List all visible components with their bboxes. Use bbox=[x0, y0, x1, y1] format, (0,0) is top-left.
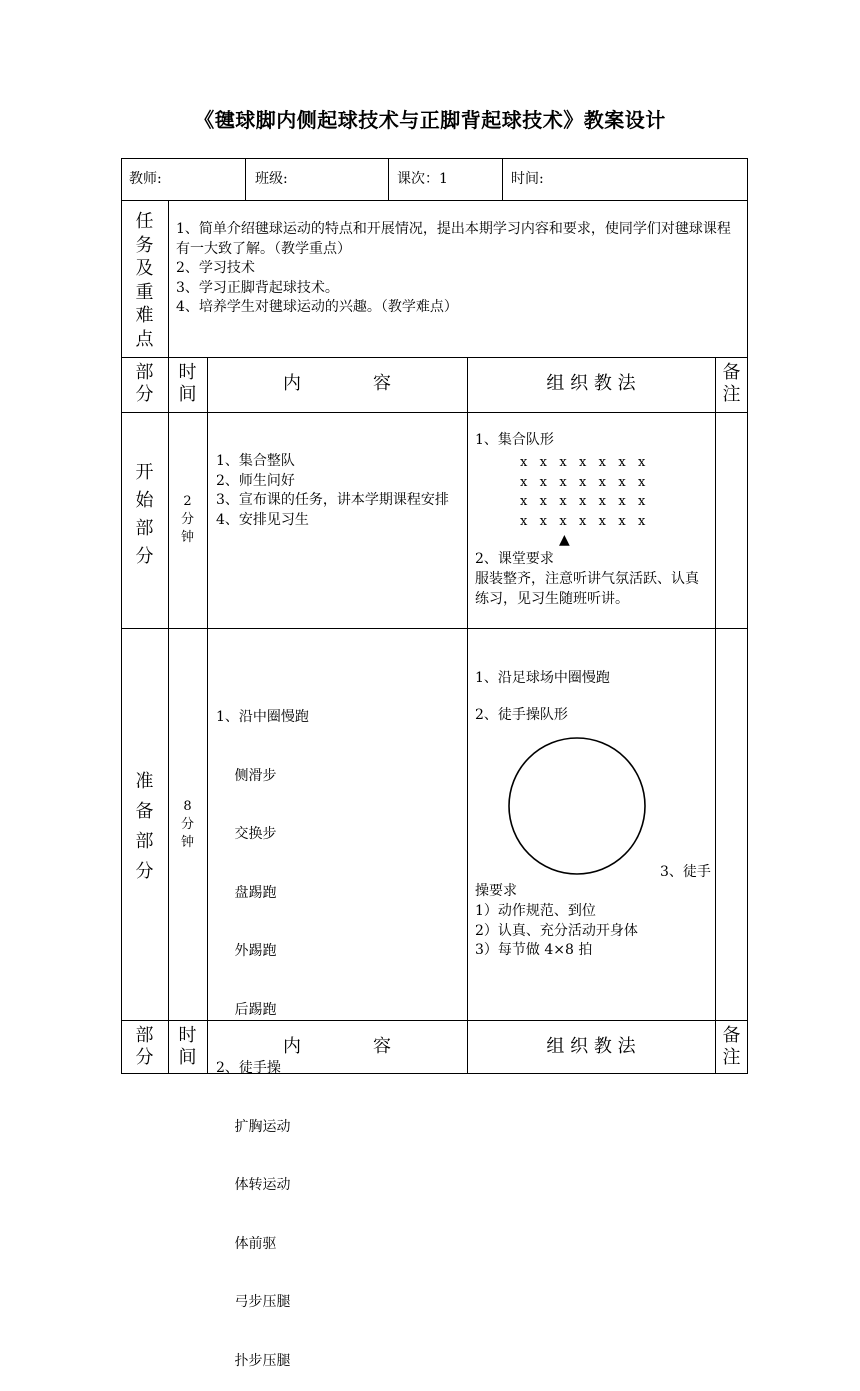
column-method-header: 组 织 教 法 bbox=[546, 1036, 636, 1057]
header-char: 部 bbox=[135, 362, 154, 383]
column-section-header bbox=[121, 1025, 168, 1069]
content-item: 外踢跑 bbox=[216, 943, 277, 959]
header-char: 时 bbox=[178, 1025, 197, 1046]
col-divider bbox=[388, 158, 389, 200]
content-item: 后踢跑 bbox=[216, 1001, 277, 1018]
prep-duration bbox=[168, 798, 207, 852]
content-item: 体转运动 bbox=[216, 1177, 291, 1193]
formation-row: x x x x x x x bbox=[520, 474, 650, 490]
row-divider bbox=[121, 357, 748, 358]
start-content bbox=[216, 452, 449, 530]
column-time-header bbox=[168, 362, 207, 406]
header-char: 分 bbox=[135, 1047, 154, 1068]
content-item: 扩胸运动 bbox=[216, 1118, 291, 1135]
row-divider bbox=[121, 412, 748, 413]
col-divider bbox=[715, 357, 716, 1074]
duration-char: 分 bbox=[180, 512, 194, 527]
column-note-header bbox=[715, 1025, 748, 1069]
tasks-label bbox=[121, 210, 168, 351]
content-item: 交换步 bbox=[216, 826, 277, 842]
content-item: 2、师生问好 bbox=[216, 472, 295, 489]
requirement-item: 2）认真、充分活动开身体 bbox=[475, 922, 638, 939]
tasks-label-char: 务 bbox=[135, 234, 154, 256]
tasks-label-char: 及 bbox=[135, 258, 154, 279]
content-item: 2、徒手操 bbox=[216, 1060, 281, 1076]
header-char: 时 bbox=[178, 362, 197, 383]
content-item: 1、集合整队 bbox=[216, 453, 295, 469]
lesson-number: 课次：1 bbox=[397, 171, 448, 187]
start-duration bbox=[168, 493, 207, 547]
requirement-text: 服装整齐，注意听讲气氛活跃、认真练习，见习生随班听讲。 bbox=[475, 571, 699, 607]
requirement-item: 3）每节做 4×8 拍 bbox=[475, 942, 593, 958]
section-char: 部 bbox=[135, 518, 154, 539]
header-char: 备 bbox=[722, 362, 741, 383]
col-divider bbox=[467, 357, 468, 1074]
prep-method-req-tail: 操要求 bbox=[475, 883, 517, 899]
col-divider bbox=[502, 158, 503, 200]
requirement-item: 1）动作规范、到位 bbox=[475, 903, 596, 919]
section-char: 分 bbox=[135, 861, 154, 882]
class-label: 班级: bbox=[255, 171, 288, 187]
tasks-label-char: 点 bbox=[135, 328, 154, 350]
column-time-header bbox=[168, 1025, 207, 1069]
duration-char: 分 bbox=[180, 817, 194, 832]
prep-method-formation: 2、徒手操队形 bbox=[475, 707, 568, 723]
center-circle-shape bbox=[509, 738, 645, 874]
start-method-title: 1、集合队形 bbox=[475, 432, 554, 448]
formation-row: x x x x x x x bbox=[520, 455, 650, 470]
task-item: 3、学习正脚背起球技术。 bbox=[176, 279, 339, 296]
section-char: 部 bbox=[135, 831, 154, 852]
page-title: 《毽球脚内侧起球技术与正脚背起球技术》教案设计 bbox=[194, 108, 666, 132]
section-char: 分 bbox=[135, 546, 154, 567]
task-item: 4、培养学生对毽球运动的兴趣。（教学难点） bbox=[176, 299, 458, 315]
teacher-label: 教师: bbox=[129, 171, 162, 187]
task-item: 2、学习技术 bbox=[176, 260, 255, 276]
tasks-label-char: 重 bbox=[135, 281, 154, 303]
header-char: 间 bbox=[178, 384, 197, 405]
header-char: 备 bbox=[722, 1025, 741, 1046]
header-char: 注 bbox=[722, 384, 741, 405]
section-char: 备 bbox=[135, 801, 154, 822]
column-content-header: 内 容 bbox=[283, 373, 391, 394]
content-item: 体前驱 bbox=[216, 1235, 277, 1252]
prep-content bbox=[216, 669, 309, 1391]
column-method-header: 组 织 教 法 bbox=[546, 373, 636, 394]
content-item: 盘踢跑 bbox=[216, 884, 277, 901]
header-char: 间 bbox=[178, 1047, 197, 1068]
duration-char: 8 bbox=[183, 799, 192, 814]
tasks-list bbox=[176, 220, 743, 318]
content-item: 4、安排见习生 bbox=[216, 511, 309, 528]
tasks-label-char: 难 bbox=[135, 305, 154, 326]
duration-char: 2 bbox=[183, 494, 192, 509]
duration-char: 钟 bbox=[180, 835, 194, 850]
content-item: 弓步压腿 bbox=[216, 1294, 291, 1310]
task-item: 1、简单介绍毽球运动的特点和开展情况，提出本期学习内容和要求，使同学们对毽球课程有一大致了解。（教学重点） bbox=[176, 221, 731, 257]
content-item: 侧滑步 bbox=[216, 767, 277, 784]
col-divider bbox=[245, 158, 246, 200]
header-char: 部 bbox=[135, 1025, 154, 1046]
requirement-title: 2、课堂要求 bbox=[475, 551, 554, 567]
section-char: 准 bbox=[135, 771, 154, 792]
row-divider bbox=[121, 628, 748, 629]
prep-method-requirements bbox=[475, 902, 638, 961]
start-section-label bbox=[121, 459, 168, 571]
column-note-header bbox=[715, 362, 748, 406]
column-section-header bbox=[121, 362, 168, 406]
header-char: 分 bbox=[135, 384, 154, 405]
prep-section-label bbox=[121, 767, 168, 887]
header-char: 注 bbox=[722, 1047, 741, 1068]
col-divider bbox=[207, 357, 208, 1074]
col-divider bbox=[168, 200, 169, 357]
prep-method-run: 1、沿足球场中圈慢跑 bbox=[475, 670, 610, 686]
formation-row: x x x x x x x bbox=[520, 494, 650, 509]
content-item: 1、沿中圈慢跑 bbox=[216, 709, 309, 725]
prep-method-req-head: 3、徒手 bbox=[660, 864, 711, 880]
section-char: 开 bbox=[135, 462, 154, 483]
teacher-marker-icon: ▲ bbox=[559, 532, 570, 548]
formation-row: x x x x x x x bbox=[520, 513, 650, 529]
column-content-header: 内 容 bbox=[283, 1036, 391, 1057]
content-item: 扑步压腿 bbox=[216, 1352, 291, 1369]
tasks-label-char: 任 bbox=[135, 211, 154, 232]
running-circle-diagram bbox=[507, 736, 647, 876]
col-divider bbox=[168, 357, 169, 1074]
student-formation bbox=[520, 453, 649, 531]
time-label: 时间: bbox=[511, 171, 544, 187]
duration-char: 钟 bbox=[180, 530, 194, 545]
row-divider bbox=[121, 200, 748, 201]
section-char: 始 bbox=[135, 490, 154, 511]
content-item: 3、宣布课的任务，讲本学期课程安排 bbox=[216, 492, 449, 508]
